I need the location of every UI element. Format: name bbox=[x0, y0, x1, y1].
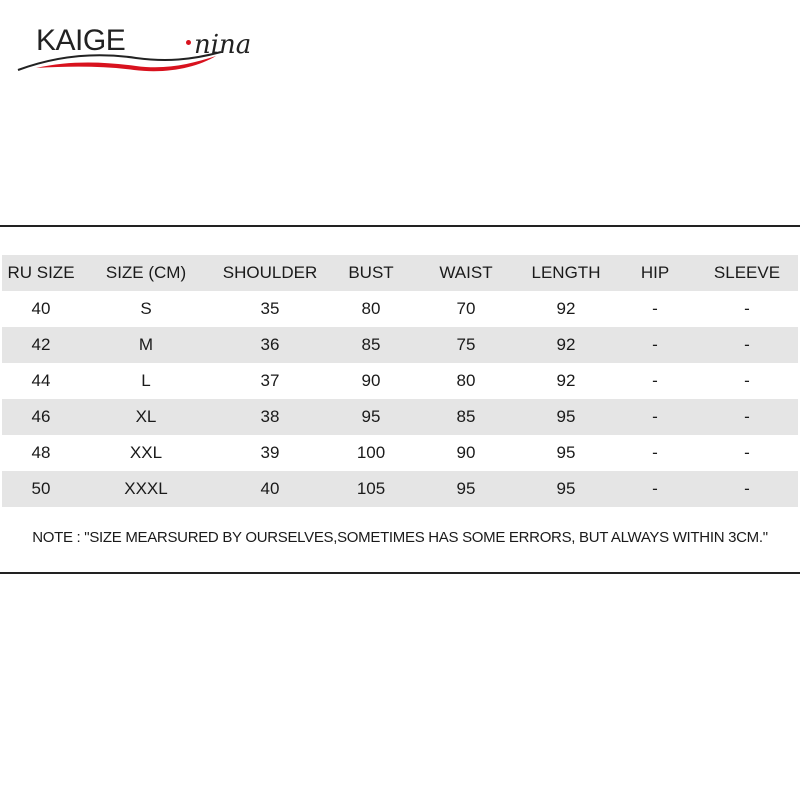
table-cell: S bbox=[140, 299, 152, 318]
table-cell: - bbox=[744, 479, 750, 498]
table-cell: 46 bbox=[31, 407, 51, 426]
table-cell: 70 bbox=[456, 299, 476, 318]
table-cell: XXXL bbox=[124, 479, 168, 498]
table-cell: - bbox=[744, 371, 750, 390]
brand-swoosh-icon bbox=[16, 46, 256, 76]
table-cell: 92 bbox=[556, 371, 576, 390]
table-row bbox=[2, 363, 798, 399]
table-cell: - bbox=[744, 443, 750, 462]
measurement-note: NOTE : "SIZE MEARSURED BY OURSELVES,SOMETIMES HAS SOME ERRORS, BUT ALWAYS WITHIN 3CM." bbox=[32, 529, 768, 546]
table-cell: 39 bbox=[260, 443, 280, 462]
table-row bbox=[2, 327, 798, 363]
table-cell: 85 bbox=[361, 335, 381, 354]
column-header: SHOULDER bbox=[222, 263, 318, 282]
table-row bbox=[2, 291, 798, 327]
column-header: HIP bbox=[640, 263, 670, 282]
table-cell: 95 bbox=[556, 443, 576, 462]
brand-name-main: KAIGE bbox=[36, 24, 126, 57]
table-cell: 80 bbox=[456, 371, 476, 390]
table-cell: - bbox=[652, 299, 658, 318]
table-cell: 90 bbox=[456, 443, 476, 462]
table-cell: 50 bbox=[31, 479, 51, 498]
brand-logo-dot bbox=[186, 40, 191, 45]
table-cell: L bbox=[141, 371, 151, 390]
table-cell: - bbox=[744, 407, 750, 426]
table-cell: 92 bbox=[556, 299, 576, 318]
table-row bbox=[2, 399, 798, 435]
table-cell: 95 bbox=[556, 407, 576, 426]
column-header: SLEEVE bbox=[713, 263, 781, 282]
table-cell: 44 bbox=[31, 371, 51, 390]
table-cell: 35 bbox=[260, 299, 280, 318]
table-cell: - bbox=[744, 335, 750, 354]
table-cell: 75 bbox=[456, 335, 476, 354]
table-row bbox=[2, 435, 798, 471]
size-chart-table bbox=[2, 255, 798, 507]
column-header: BUST bbox=[348, 263, 394, 282]
table-cell: 36 bbox=[260, 335, 280, 354]
table-cell: 37 bbox=[260, 371, 280, 390]
table-cell: - bbox=[652, 443, 658, 462]
table-cell: 95 bbox=[361, 407, 381, 426]
table-cell: 95 bbox=[456, 479, 476, 498]
table-cell: 105 bbox=[356, 479, 386, 498]
table-cell: 40 bbox=[260, 479, 280, 498]
table-cell: 100 bbox=[356, 443, 386, 462]
table-row bbox=[2, 471, 798, 507]
bottom-divider bbox=[0, 572, 800, 574]
table-cell: XL bbox=[135, 407, 157, 426]
table-cell: 95 bbox=[556, 479, 576, 498]
top-divider bbox=[0, 225, 800, 227]
column-header: WAIST bbox=[439, 263, 493, 282]
table-header-row bbox=[2, 255, 798, 291]
table-cell: XXL bbox=[129, 443, 163, 462]
table-cell: - bbox=[652, 407, 658, 426]
table-cell: - bbox=[652, 335, 658, 354]
table-cell: 92 bbox=[556, 335, 576, 354]
brand-logo bbox=[16, 18, 256, 78]
table-cell: - bbox=[652, 371, 658, 390]
table-cell: 40 bbox=[31, 299, 51, 318]
table-cell: 42 bbox=[31, 335, 51, 354]
table-cell: - bbox=[744, 299, 750, 318]
table-cell: 80 bbox=[361, 299, 381, 318]
column-header: LENGTH bbox=[531, 263, 601, 282]
column-header: RU SIZE bbox=[7, 263, 75, 282]
table-cell: - bbox=[652, 479, 658, 498]
table-cell: M bbox=[138, 335, 154, 354]
column-header: SIZE (CM) bbox=[105, 263, 187, 282]
table-cell: 90 bbox=[361, 371, 381, 390]
brand-name-script: nina bbox=[194, 30, 252, 60]
table-cell: 48 bbox=[31, 443, 51, 462]
table-cell: 85 bbox=[456, 407, 476, 426]
table-cell: 38 bbox=[260, 407, 280, 426]
